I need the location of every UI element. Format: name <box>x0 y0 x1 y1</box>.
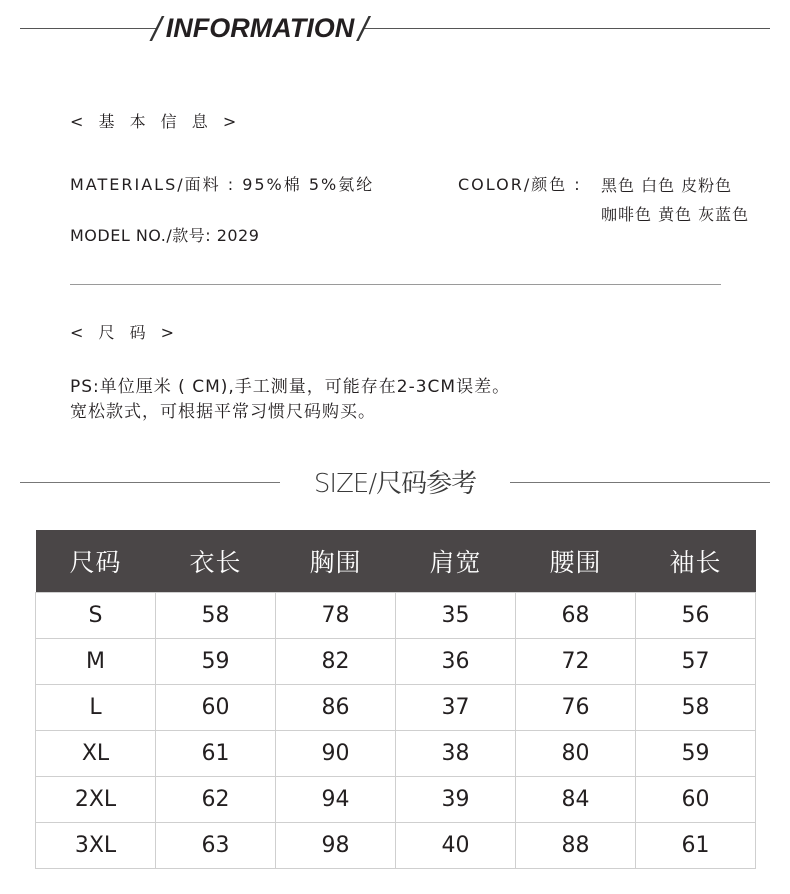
table-cell: 37 <box>396 685 516 731</box>
table-cell: 90 <box>276 731 396 777</box>
table-cell: 59 <box>156 639 276 685</box>
color-label: COLOR/颜色 : <box>458 175 582 194</box>
table-cell: XL <box>36 731 156 777</box>
table-row <box>36 731 756 777</box>
table-row <box>36 593 756 639</box>
header-slash-left: / <box>151 10 162 46</box>
header-line-left <box>20 28 156 29</box>
table-cell: 58 <box>156 593 276 639</box>
table-row <box>36 823 756 869</box>
table-cell: M <box>36 639 156 685</box>
table-cell: 61 <box>636 823 756 869</box>
table-cell: 82 <box>276 639 396 685</box>
table-cell: L <box>36 685 156 731</box>
page-title: INFORMATION <box>165 12 355 43</box>
table-cell: 84 <box>516 777 636 823</box>
table-cell: 60 <box>156 685 276 731</box>
section-divider <box>70 284 721 285</box>
header-cell-length: 衣长 <box>156 530 276 593</box>
table-cell: 3XL <box>36 823 156 869</box>
size-note-1: PS:单位厘米 ( CM),手工测量，可能存在2-3CM误差。 <box>70 377 511 397</box>
size-title-line-left <box>20 482 280 483</box>
table-cell: 38 <box>396 731 516 777</box>
size-title: SIZE/尺码参考 <box>313 469 477 499</box>
table-cell: 58 <box>636 685 756 731</box>
model-number: MODEL NO./款号: 2029 <box>70 226 260 245</box>
size-label: < 尺 码 > <box>70 323 180 342</box>
table-cell: 35 <box>396 593 516 639</box>
size-table <box>35 530 756 869</box>
table-cell: 62 <box>156 777 276 823</box>
basic-info-label: < 基 本 信 息 > <box>70 112 242 131</box>
table-cell: 72 <box>516 639 636 685</box>
header-cell-size: 尺码 <box>36 530 156 593</box>
table-cell: 63 <box>156 823 276 869</box>
table-cell: 56 <box>636 593 756 639</box>
table-cell: 59 <box>636 731 756 777</box>
table-cell: 86 <box>276 685 396 731</box>
table-row <box>36 777 756 823</box>
colors-line-2: 咖啡色 黄色 灰蓝色 <box>601 205 750 224</box>
table-cell: 88 <box>516 823 636 869</box>
header-cell-waist: 腰围 <box>516 530 636 593</box>
table-cell: 57 <box>636 639 756 685</box>
table-row <box>36 685 756 731</box>
header-cell-sleeve: 袖长 <box>636 530 756 593</box>
size-note-2: 宽松款式，可根据平常习惯尺码购买。 <box>70 402 376 422</box>
header <box>153 8 367 48</box>
colors-line-1: 黑色 白色 皮粉色 <box>601 176 733 195</box>
table-cell: 60 <box>636 777 756 823</box>
table-cell: 94 <box>276 777 396 823</box>
table-cell: 2XL <box>36 777 156 823</box>
table-row <box>36 639 756 685</box>
header-slash-right: / <box>358 10 369 46</box>
header-line-right <box>364 28 770 29</box>
table-cell: 80 <box>516 731 636 777</box>
table-cell: 68 <box>516 593 636 639</box>
size-table-header-row <box>36 530 756 593</box>
table-cell: 78 <box>276 593 396 639</box>
table-cell: 76 <box>516 685 636 731</box>
table-cell: S <box>36 593 156 639</box>
table-cell: 98 <box>276 823 396 869</box>
materials-text: MATERIALS/面料 : 95%棉 5%氨纶 <box>70 175 375 194</box>
table-cell: 61 <box>156 731 276 777</box>
table-cell: 36 <box>396 639 516 685</box>
header-cell-chest: 胸围 <box>276 530 396 593</box>
size-title-line-right <box>510 482 770 483</box>
table-cell: 40 <box>396 823 516 869</box>
table-cell: 39 <box>396 777 516 823</box>
header-cell-shoulder: 肩宽 <box>396 530 516 593</box>
